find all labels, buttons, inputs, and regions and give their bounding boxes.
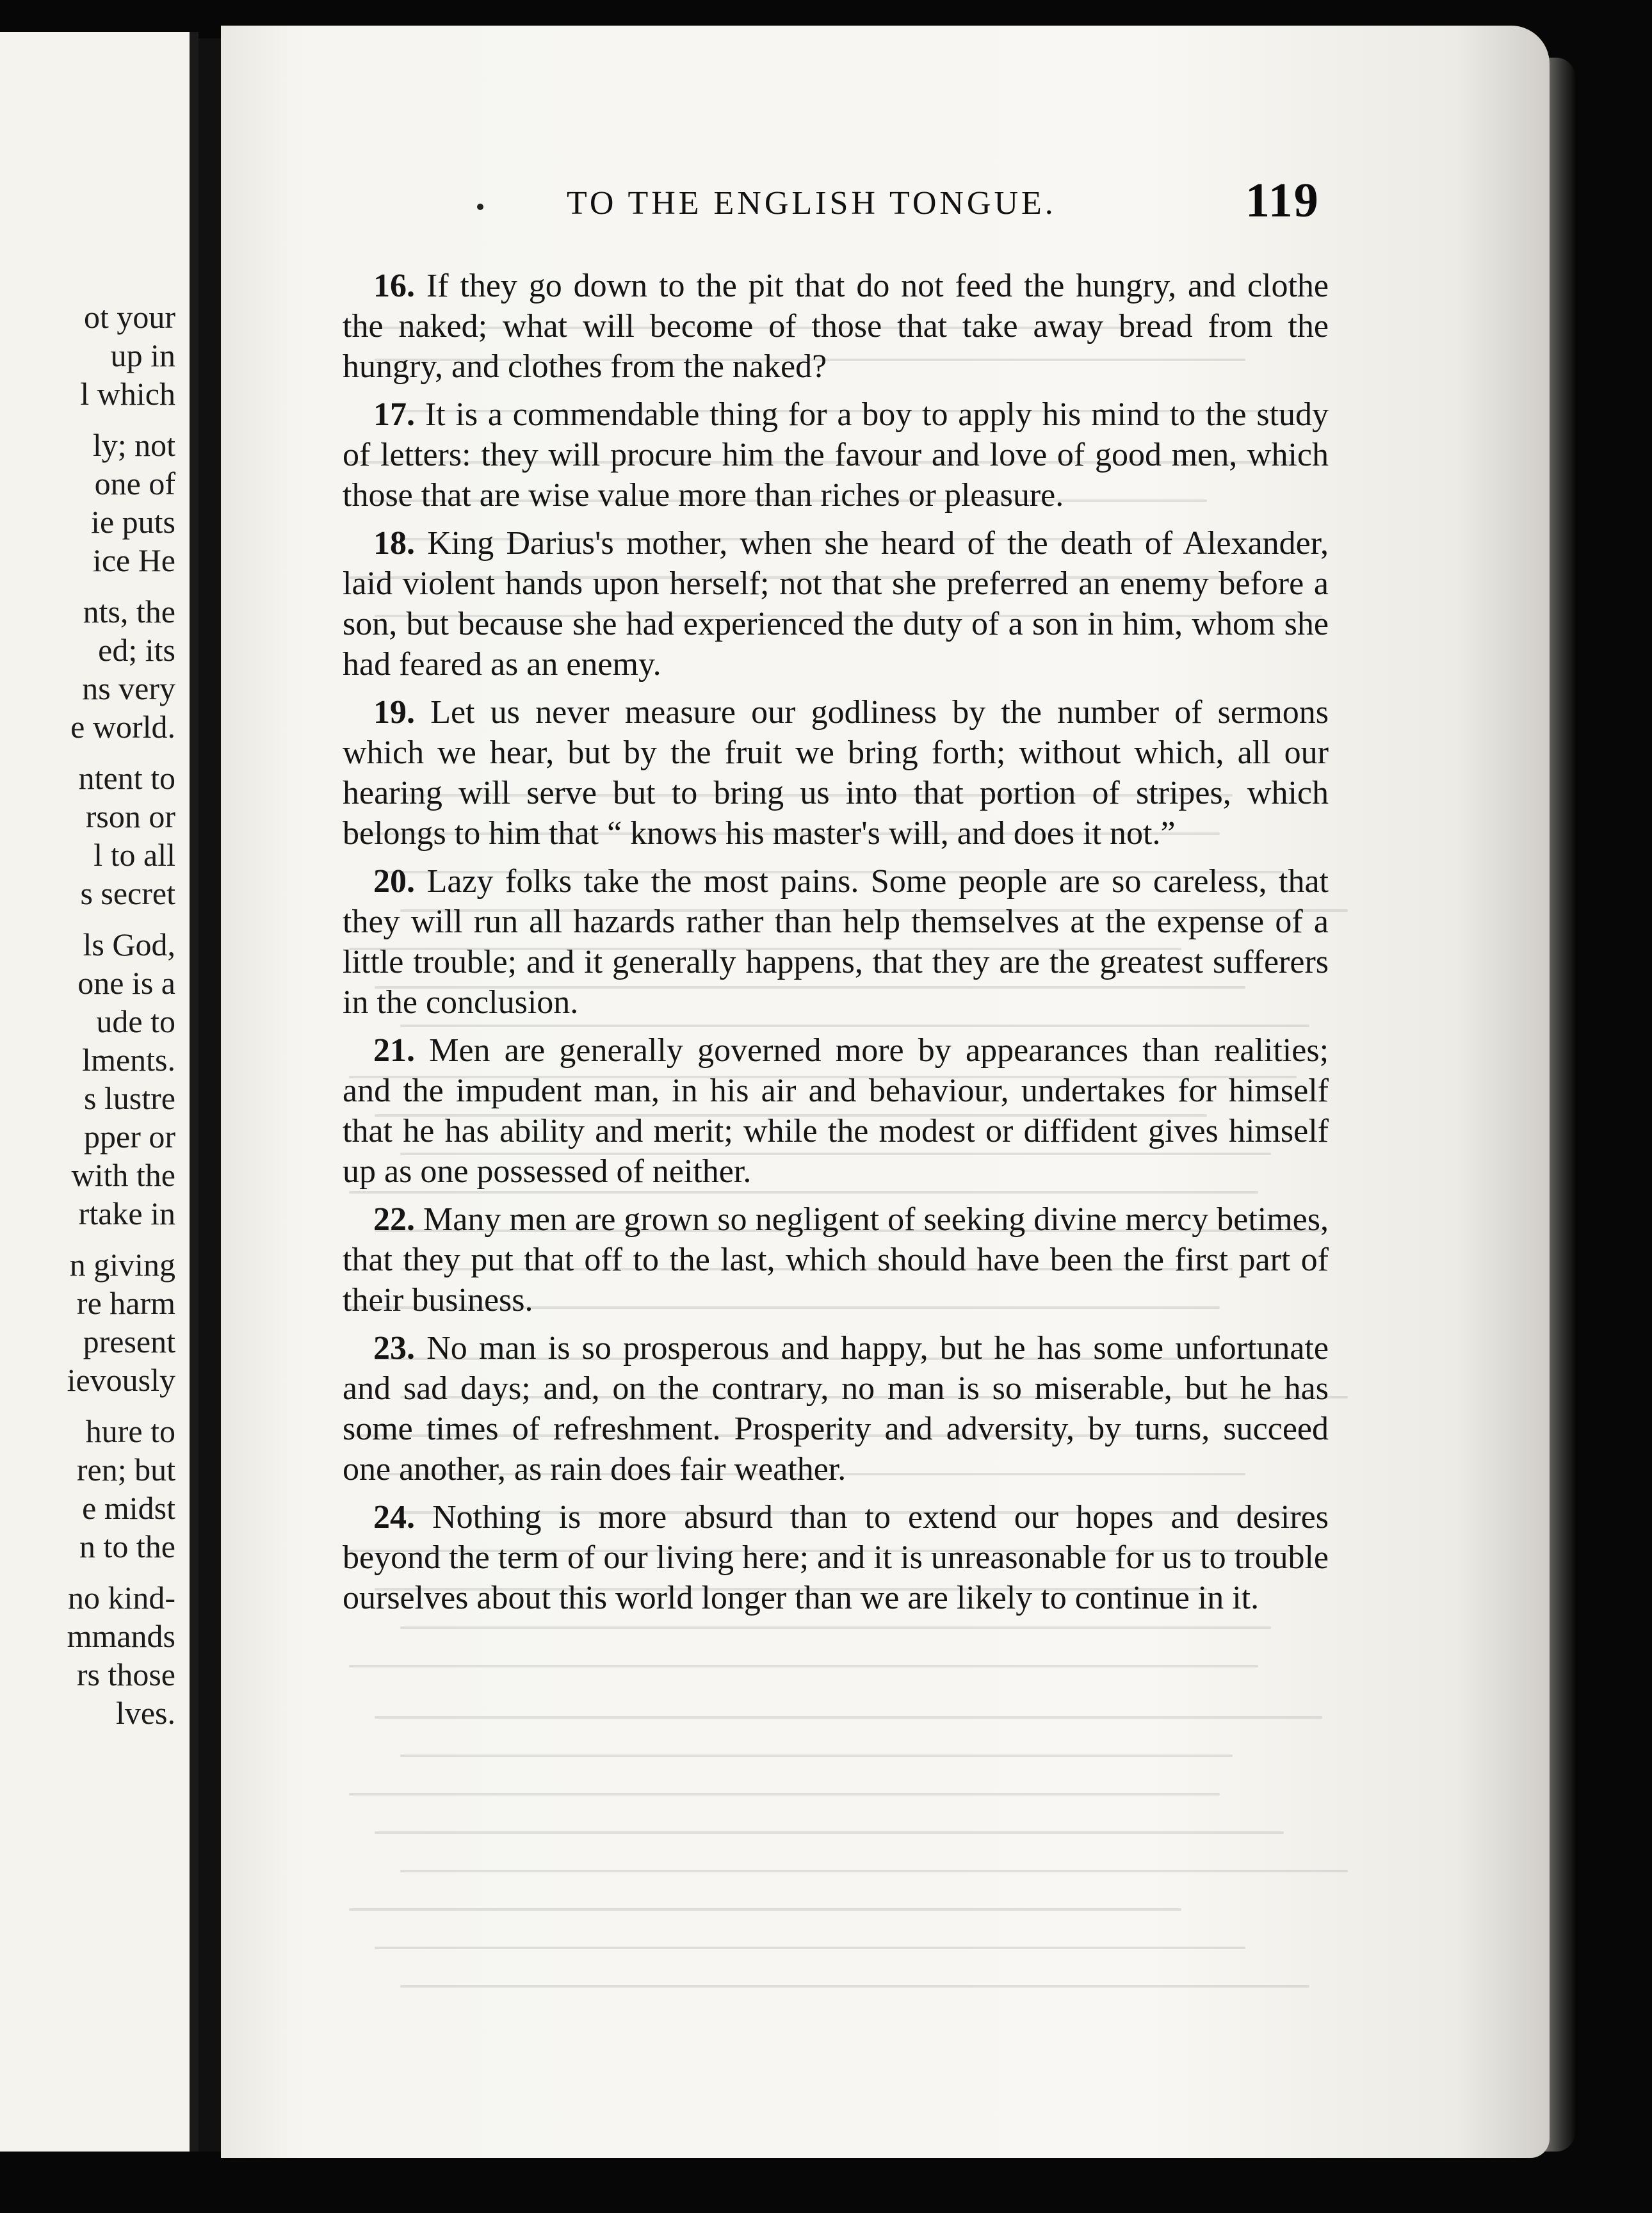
left-page-line: with the — [71, 1157, 175, 1193]
left-page-line: l which — [80, 376, 175, 412]
paragraph-text: Lazy folks take the most pains. Some people are so careless, that they will run all hazards rather than help themselves at the expense of a little trouble; and it generally happens, that they are the greatest sufferers in the conclusion. — [343, 863, 1329, 1021]
left-page-line: l to all — [93, 837, 175, 873]
paragraph-text: It is a commendable thing for a boy to apply his mind to the study of letters: they will procure him the favour and love of good men, which those that are wise value more than riches or pleasure. — [343, 396, 1329, 514]
paragraph-number: 20. — [373, 863, 415, 900]
left-page-line: present — [83, 1324, 175, 1359]
left-page-line: one of — [94, 466, 175, 501]
left-page-line: one is a — [77, 965, 175, 1001]
left-page-line: ntent to — [78, 760, 175, 796]
binding-gutter — [198, 38, 224, 2152]
paragraph-number: 17. — [373, 396, 415, 433]
left-page-line: ed; its — [98, 632, 175, 668]
paragraph-number: 21. — [373, 1032, 415, 1069]
left-page-line: ude to — [96, 1003, 175, 1039]
left-page-line: n to the — [79, 1528, 175, 1564]
paragraph-16 — [343, 266, 1329, 387]
bleed-through-stroke — [375, 1947, 1245, 1949]
paragraph-20 — [343, 861, 1329, 1023]
bleed-through-stroke — [375, 1716, 1322, 1719]
page-number: 119 — [1245, 174, 1320, 227]
paragraph-21 — [343, 1030, 1329, 1192]
bleed-through-stroke — [400, 1870, 1348, 1872]
paragraph-text: Nothing is more absurd than to extend our hopes and desires beyond the term of our living here; and it is unreasonable for us to trouble ourselves about this world longer than we are likely to continue in it. — [343, 1499, 1329, 1616]
paragraph-18 — [343, 523, 1329, 685]
left-page-line: hure to — [85, 1413, 175, 1449]
paragraph-number: 24. — [373, 1499, 415, 1536]
paragraph-22 — [343, 1199, 1329, 1320]
left-page-line: ie puts — [91, 504, 175, 540]
bleed-through-stroke — [349, 1908, 1181, 1911]
previous-page-fragment — [0, 32, 198, 2152]
paragraph-text: King Darius's mother, when she heard of the death of Alexander, laid violent hands upon herself; not that she preferred an enemy before a son, but because she had experienced the duty of a son in him, whom she had feared as an enemy. — [343, 525, 1329, 683]
bleed-through-stroke — [375, 1831, 1284, 1834]
left-page-line: ls God, — [83, 927, 175, 962]
paragraph-number: 19. — [373, 694, 415, 731]
left-page-line: no kind- — [67, 1580, 175, 1616]
paragraph-number: 18. — [373, 525, 415, 562]
bleed-through-stroke — [400, 1626, 1271, 1629]
paragraph-number: 22. — [373, 1201, 415, 1238]
book-page — [221, 26, 1550, 2158]
paragraph-text: Many men are grown so negligent of seeking divine mercy betimes, that they put that off to the last, which should have been the first part of their business. — [343, 1201, 1329, 1318]
paragraph-24 — [343, 1497, 1329, 1618]
left-page-line: ievously — [67, 1362, 175, 1398]
paragraph-19 — [343, 692, 1329, 854]
left-page-line: nts, the — [83, 594, 175, 629]
paragraph-number: 23. — [373, 1330, 415, 1366]
bleed-through-stroke — [349, 1665, 1258, 1667]
left-page-line: ren; but — [76, 1452, 175, 1487]
left-page-line: rs those — [76, 1657, 175, 1692]
bleed-through-stroke — [349, 1793, 1220, 1796]
left-page-line: s secret — [80, 875, 175, 911]
bleed-through-stroke — [400, 1755, 1233, 1757]
left-page-line: e world. — [70, 709, 175, 745]
left-page-line: ly; not — [92, 427, 175, 463]
left-page-line: ot your — [83, 299, 175, 335]
paragraph-23 — [343, 1328, 1329, 1489]
left-page-line: lves. — [115, 1695, 175, 1731]
left-page-line: s lustre — [83, 1080, 175, 1116]
header-mark — [477, 204, 483, 210]
running-header — [221, 174, 1534, 242]
left-page-line: e midst — [82, 1490, 175, 1526]
paragraph-text: If they go down to the pit that do not feed the hungry, and clothe the naked; what will become of those that take away bread from the hungry, and clothes from the naked? — [343, 268, 1329, 385]
left-page-line: up in — [110, 337, 175, 373]
paragraph-text: No man is so prosperous and happy, but he has some unfortunate and sad days; and, on the contrary, no man is so miserable, but he has some times of refreshment. Prosperity and adversity, by turns, succeed one another, as rain does fair weather. — [343, 1330, 1329, 1487]
page-body — [343, 266, 1329, 1626]
paragraph-text: Men are generally governed more by appearances than realities; and the impudent man, in his air and behaviour, undertakes for himself that he has ability and merit; while the modest or diffident gives himself up as one possessed of neither. — [343, 1032, 1329, 1190]
paragraph-17 — [343, 394, 1329, 515]
left-page-line: pper or — [84, 1119, 175, 1155]
left-page-line: re harm — [76, 1285, 175, 1321]
left-page-line: mmands — [67, 1618, 175, 1654]
bleed-through-stroke — [400, 1985, 1309, 1988]
left-page-line: lments. — [82, 1042, 175, 1078]
left-page-line: n giving — [69, 1247, 175, 1283]
left-page-line: ice He — [92, 542, 175, 578]
paragraph-number: 16. — [373, 268, 415, 304]
left-page-line: rtake in — [78, 1196, 175, 1231]
paragraph-text: Let us never measure our godliness by the number of sermons which we hear, but by the fruit we bring forth; without which, all our hearing will serve but to bring us into that portion of stripes, which belongs to him that “ knows his master's will, and does it not.” — [343, 694, 1329, 852]
left-page-line: rson or — [85, 798, 175, 834]
running-title: TO THE ENGLISH TONGUE. — [567, 185, 1057, 222]
left-page-line: ns very — [82, 670, 175, 706]
